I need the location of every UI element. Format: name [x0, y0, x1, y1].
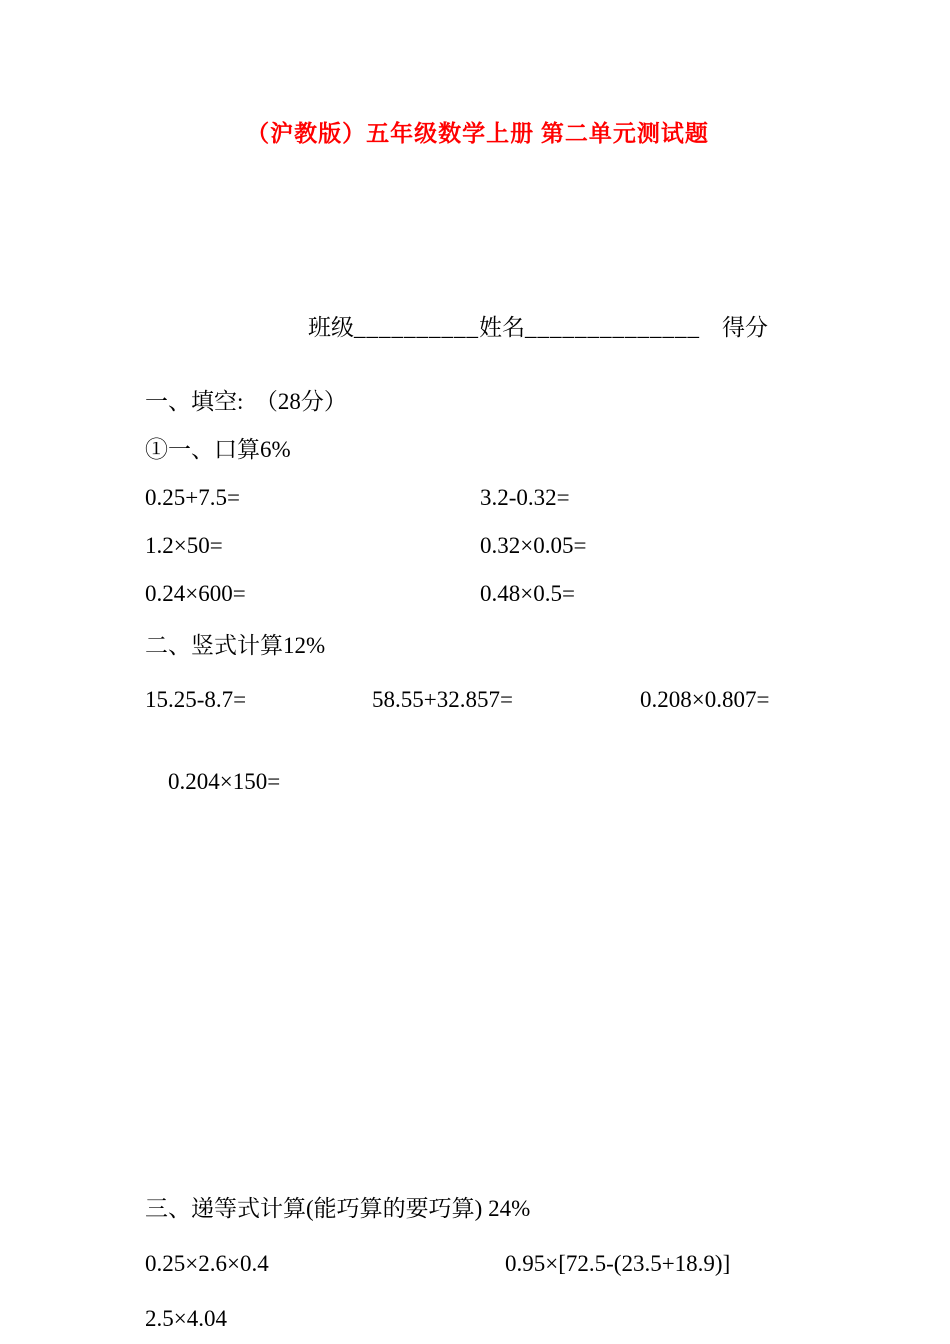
section-vertical-heading: 二、竖式计算12%: [145, 633, 326, 658]
section-oral-heading: ①一、口算6%: [145, 437, 291, 462]
stepwise-problem: 2.5×4.04: [145, 1306, 227, 1331]
section-fill-heading: 一、填空: （28分）: [145, 389, 347, 414]
oral-row: [145, 482, 810, 514]
stepwise-problem: 0.25×2.6×0.4: [145, 1251, 269, 1276]
vertical-problem: 0.204×150=: [168, 769, 281, 794]
oral-problem: 3.2-0.32=: [480, 485, 570, 510]
oral-row: [145, 578, 810, 610]
class-label: 班级: [308, 315, 354, 340]
oral-problem: 1.2×50=: [145, 533, 223, 558]
section-stepwise-heading: 三、递等式计算(能巧算的要巧算) 24%: [145, 1196, 531, 1221]
student-info-line: [285, 280, 810, 376]
stepwise-row: [145, 1303, 810, 1335]
oral-problem: 0.48×0.5=: [480, 581, 575, 606]
stepwise-row: [145, 1248, 810, 1280]
name-blank-line: ______________: [525, 315, 700, 340]
vertical-row: [145, 684, 810, 716]
vertical-problem: 58.55+32.857=: [372, 687, 513, 712]
oral-problem: 0.32×0.05=: [480, 533, 587, 558]
class-blank-line: __________: [354, 315, 479, 340]
vertical-row: [145, 734, 810, 830]
score-label: 得分: [722, 315, 768, 340]
vertical-problem: 15.25-8.7=: [145, 687, 247, 712]
oral-problem: 0.25+7.5=: [145, 485, 240, 510]
stepwise-problem: 0.95×[72.5-(23.5+18.9)]: [505, 1251, 731, 1276]
oral-problem: 0.24×600=: [145, 581, 246, 606]
name-label: 姓名: [479, 315, 525, 340]
stepwise-problem: [505, 1303, 810, 1335]
vertical-problem: 0.208×0.807=: [640, 687, 770, 712]
page-title: （沪教版）五年级数学上册 第二单元测试题: [246, 121, 709, 146]
oral-row: [145, 530, 810, 562]
